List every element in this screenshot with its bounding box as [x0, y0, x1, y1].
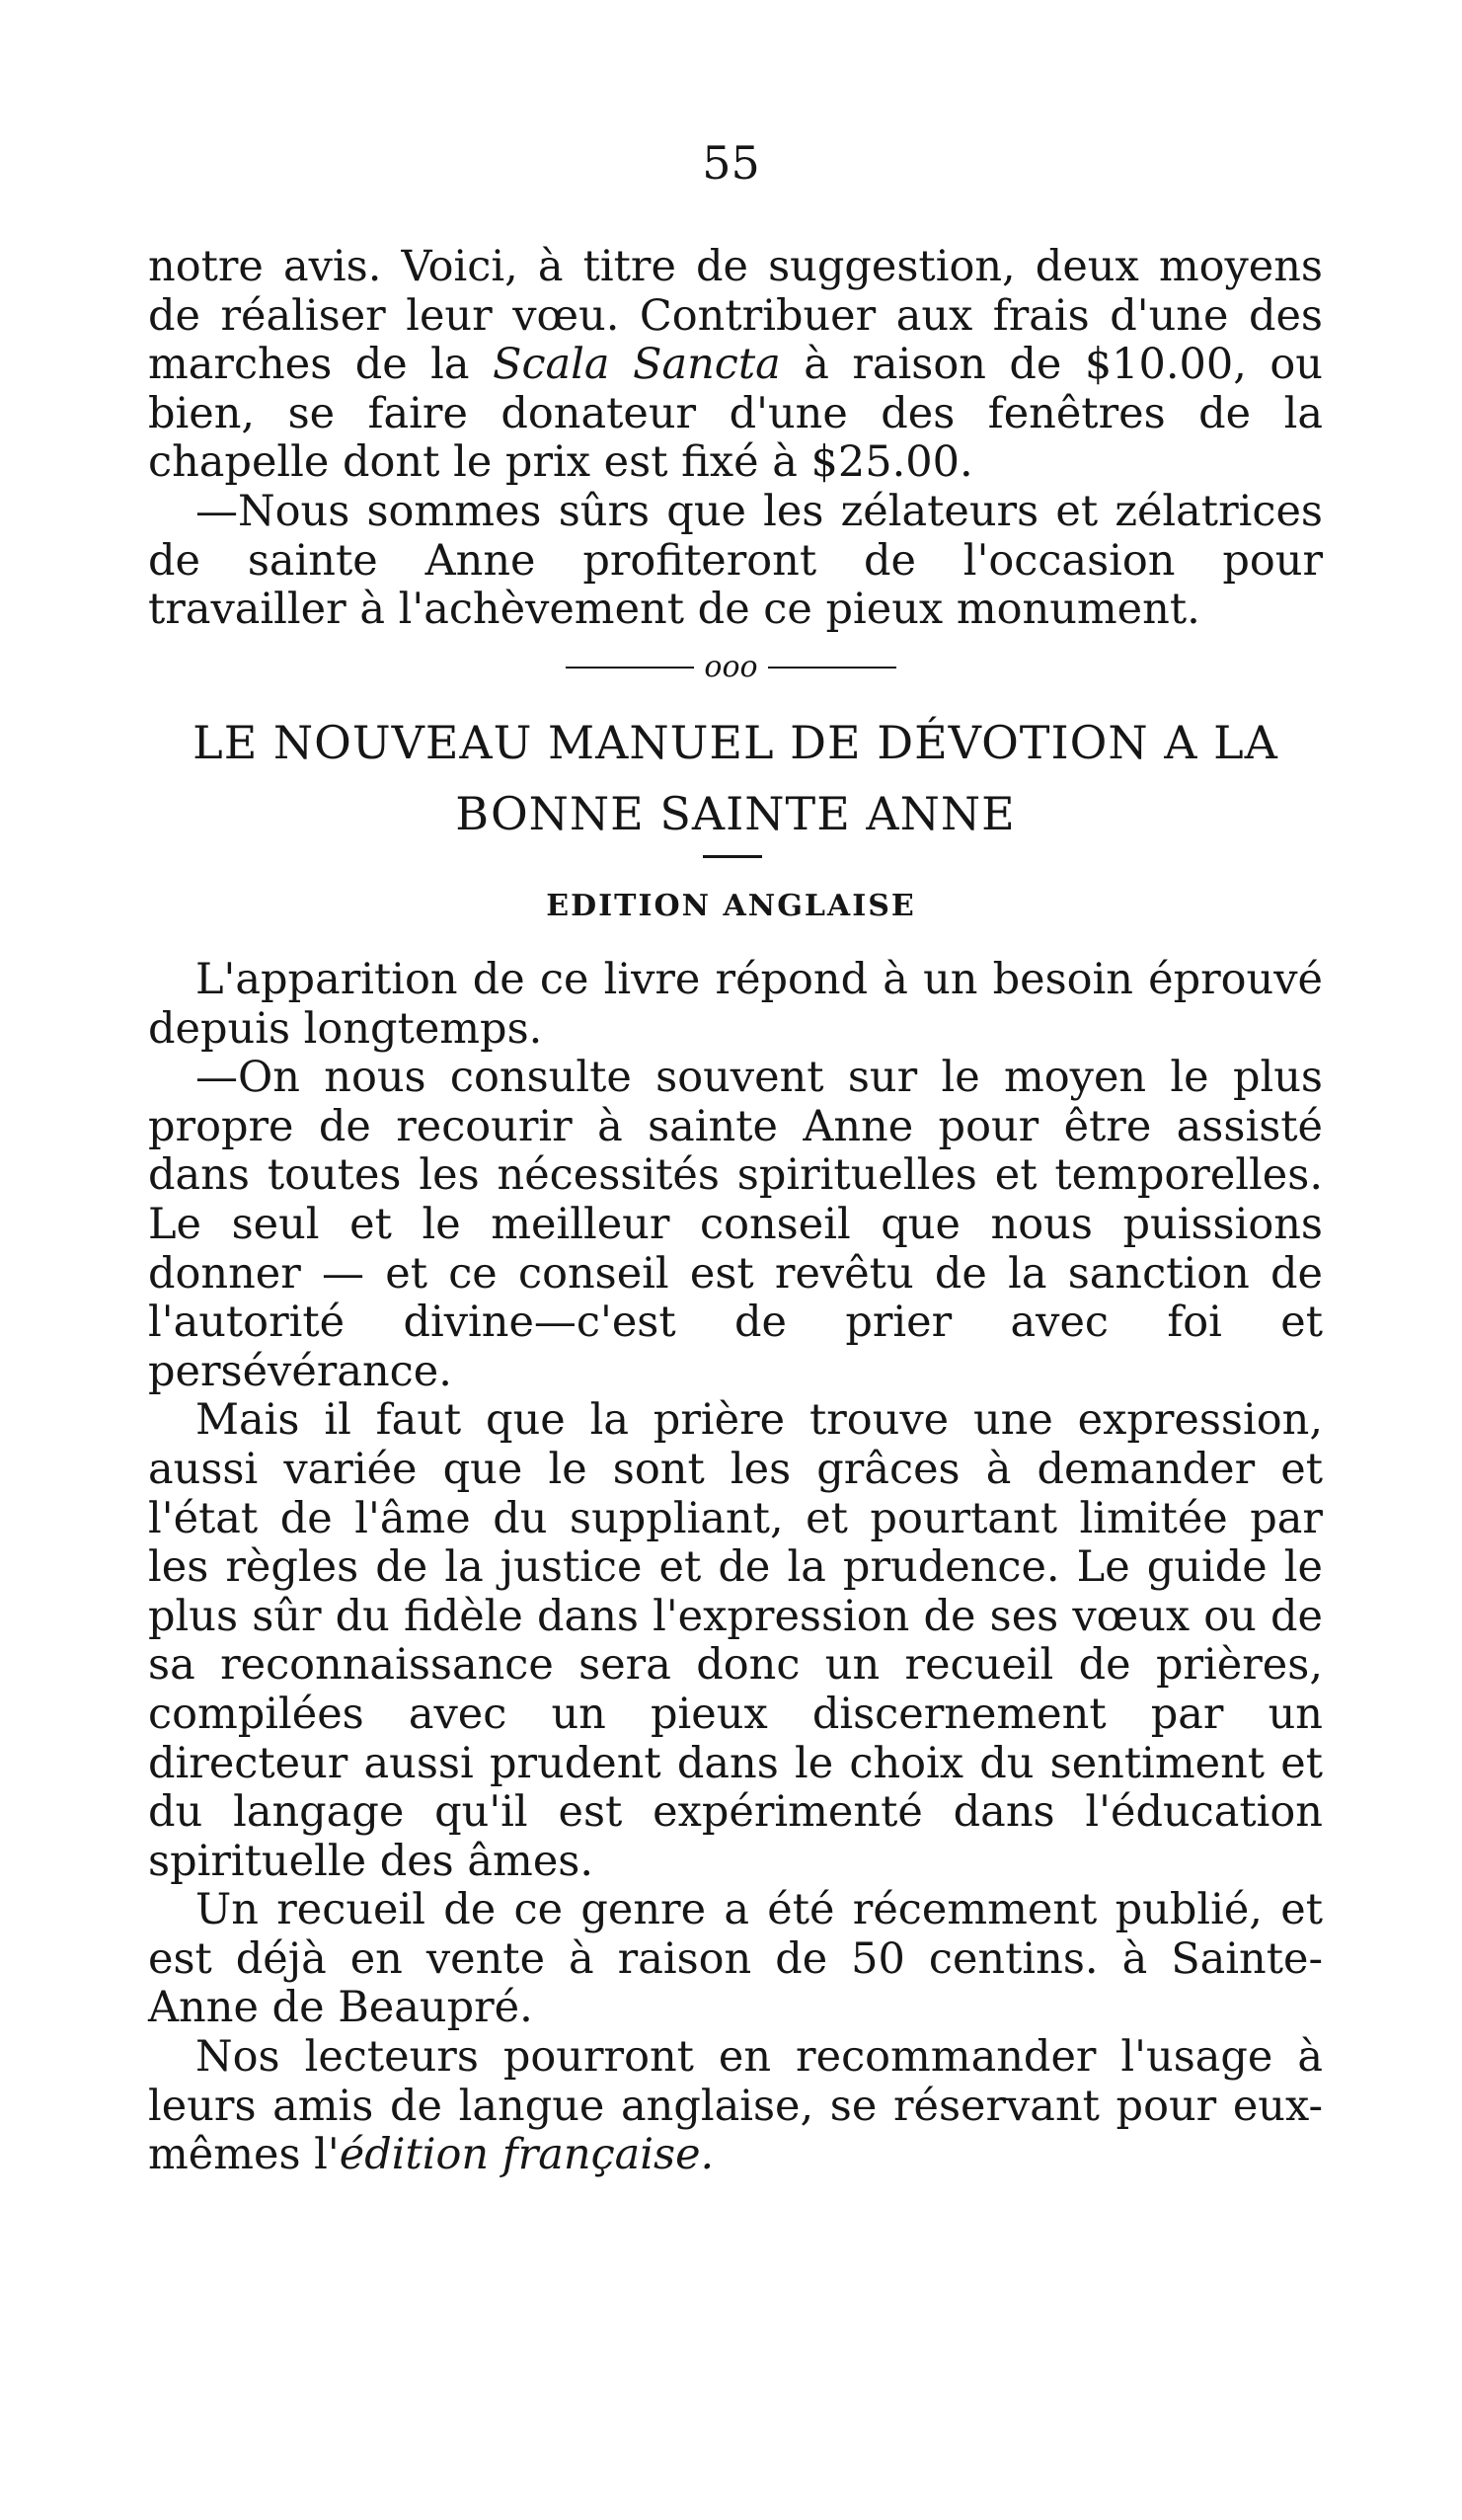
- divider-line-left: [566, 667, 694, 669]
- paragraph-zelateurs: —Nous sommes sûrs que les zélateurs et zélatrices de sainte Anne profiteront de l'occasion pour travailler à l'achèvement de ce pieux monument.: [148, 486, 1323, 635]
- paragraph-suggestion: [148, 243, 1323, 488]
- short-rule: [703, 855, 762, 858]
- italic-phrase: édition française.: [339, 2130, 715, 2180]
- article-subheading: EDITION ANGLAISE: [546, 889, 916, 923]
- paragraph-priere: Mais il faut que la prière trouve une expression, aussi variée que le sont les grâces à demander et l'état de l'âme du suppliant, et pourtant limitée par les règles de la justice et de la prudence. Le guide le plus sûr du fidèle dans l'expression de ses vœux ou de sa reconnaissance sera donc un recueil de prières, compilées avec un pieux discernement par un directeur aussi prudent dans le choix du sentiment et du langage qu'il est expérimenté dans l'éducation spirituelle des âmes.: [148, 1395, 1323, 1886]
- divider-ornament: ooo: [704, 650, 758, 684]
- paragraph-text: Nos lecteurs pourront en recommander l'usage à leurs amis de langue anglaise, se réservant pour eux-mêmes l': [148, 2032, 1323, 2180]
- heading-line-1: LE NOUVEAU MANUEL DE DÉVOTION A LA: [192, 716, 1278, 769]
- paragraph-conseil: —On nous consulte souvent sur le moyen le plus propre de recourir à sainte Anne pour être assisté dans toutes les nécessités spirituelles et temporelles. Le seul et le meilleur conseil que nous puissions donner — et ce conseil est revêtu de la sanction de l'autorité divine—c'est de prier avec foi et persévérance.: [148, 1053, 1323, 1396]
- paragraph-recueil: Un recueil de ce genre a été récemment publié, et est déjà en vente à raison de 50 centins. à Sainte-Anne de Beaupré.: [148, 1885, 1323, 2033]
- page-number: 55: [702, 136, 760, 190]
- paragraph-apparition: L'apparition de ce livre répond à un besoin éprouvé depuis longtemps.: [148, 955, 1323, 1054]
- section-divider: [0, 650, 1462, 684]
- paragraph-text: à raison de $10.00, ou bien, se faire donateur d'une des fenêtres de la chapelle dont le prix est fixé à $25.00.: [148, 340, 1323, 488]
- paragraph-lecteurs: [148, 2033, 1323, 2180]
- paragraph-text: notre avis. Voici, à titre de suggestion, deux moyens de réaliser leur vœu. Contribuer aux frais d'une des marches de la: [148, 242, 1323, 390]
- article-heading: [148, 707, 1323, 849]
- article-body: [148, 956, 1323, 2180]
- italic-phrase: Scala Sancta: [492, 340, 781, 390]
- divider-line-right: [768, 667, 896, 669]
- heading-line-2: BONNE SAINTE ANNE: [455, 787, 1016, 840]
- continued-article: [148, 243, 1323, 635]
